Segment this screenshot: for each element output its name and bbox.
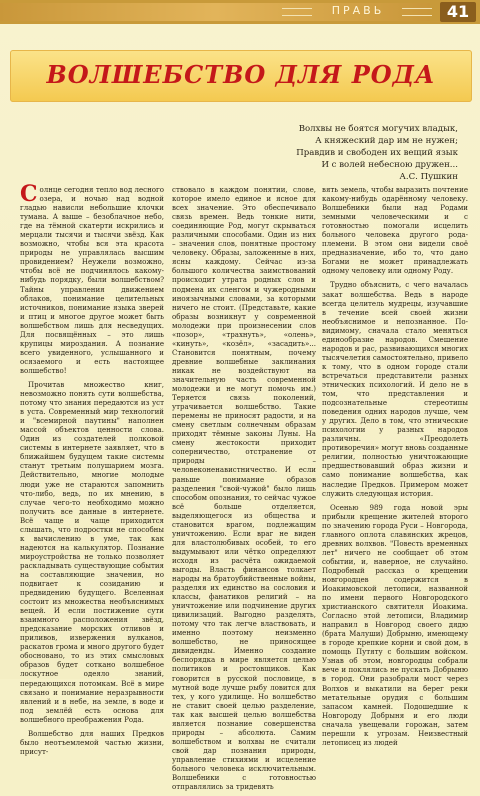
paragraph: Осенью 989 года новой эры прибыли крещение жителей второго по значению города Руси – Новгорода, главного оплота славянских жрецов, древних волхвов. "Повесть временных лет" ничего не сообщает об этом событии, и, наверное, не случайно. Подробный рассказ о крещении новгородцев содержится в Иоакимовской летописи, названной по имени первого Новгородского христианского святителя Иоакима. Согласно этой летописи, Владимир направил в Новгород своего дядю (брата Малуши) Добрыню, имеющему в городе крепкие корни и свой дом, в помощь Путяту с большим войском. Узнав об этом, новгородцы собрали вече и поклялись не пускать Добрыню в город. Они разобрали мост через Волхов и выкатили на берег реки метательные орудия с большим запасом камней. Подошедшие к Новгороду Добрыня и его люди сначала увещевали горожан, затем перешли к угрозам. Неизвестный летописец из людей [322,502,468,747]
page-number: 41 [440,2,476,22]
paragraph [20,181,164,375]
paragraph: ствовало в каждом понятии, слове, которое имело единое и ясное для всех значение. Это обеспечивало связь времен. Ведь тонкие нити, соединяющие Род, могут скрываться различными способами. Один из них – значения слов, понятные простому человеку. Образы, заложенные в них, ясны каждому. Сейчас из-за большого количества заимствований происходит утрата родных слов и подмена их сленгом и чужеродными иноязычными словами, за которыми ничего не стоит. (Представьте, какие образы возникнут у современной молодежи при произнесении слов «позор», «трахнуть», «олень», «кинуть», «козёл», «засадить»... Становится понятным, почему древние волшебные заклинания никак не воздействуют на значительную часть современной молодежи и не могут помочь им.) Теряется связь поколений, утрачивается волшебство. Такие перемены не приносят радости, и на смену светлым солнечным образам приходят тёмные законы Луны. На смену жестокости приходит соперничество, отстранение от природы – человеконенавистничество. И если раньше понимание образов разделения "свой-чужой" было лишь способом опознания, то сейчас чужое всё больше отделяется, выделяющегося из общества и становится врагом, подлежащим уничтожению. Если враг не виден для властолюбивых особей, то его выдумывают или чётко определяют исходя из расчёта ожидаемой выгоды. Власть финансов толкает народы на братоубийственные войны, разделяя их единство на сословия и классы, фанатиков религий – на уничтожение или подчинение других цивилизаций. Выгодно разделять, потому что так легче властвовать, и именно поэтому неизменно волшебство, не приносящее дивиденды. Именно создание беспорядка в мире является целью политиков и ростовщиков. Как говорится в русской пословице, в мутной воде лучше рыбу ловится для тех, у кого удилище. Но волшебство не ставит своей целью разделение, так как высшей целью волшебства является познание совершенства природы – абсолюта. Самим волшебством и волхвы не считали свой дар познания природы, управление стихиями и исцеление больного человека исключительным. Волшебники с готовностью отправлялись за тридевять [172,185,316,792]
title-banner [10,50,472,102]
epigraph-line: И с волей небесною дружен... [321,160,458,170]
article-title: ВОЛШЕБСТВО ДЛЯ РОДА [46,60,436,89]
paragraph: Трудно объяснить, с чего началась закат волшебства. Ведь в народе всегда целитель мудрецы, изучавшие в течение всей своей жизни необъяснимое и непознанное. По-видимому, сначала стало меняться единообразие народов. Смешение народов и рас, развивающихся многих тысячелетия самостоятельно, привело к тому, что в одном городе стали встречаться представители разных этнических психологий. И дело не в том, что представления и подсознательные стереотипы поведения одних народов лучше, чем у других. Дело в том, что этнические психологии у разных народов различны. «Преодолеть противоречия» могут вновь созданные религии, полностью уничтожающие предшествовавший образ жизни и само понимание волшебства, как наследие Предков. Примером может служить следующая история. [322,280,468,498]
paragraph: вять земель, чтобы выразить почтение какому-нибудь одарённому человеку. Волшебники были над Родами земными человеческими и с готовностью помогали исцелить больного человека другого рода-племени. В этом они видели своё предназначение, ибо то, что дано Богами не может принадлежать одному человеку или одному Роду. [322,185,468,276]
section-title: ПРАВЬ [331,4,385,17]
paragraph: Прочитав множество книг, невозможно понять сути волшебства, потому что знания передаются из уст в уста. Современный мир технологий и "всемирной паутины" наполнен массой объектов ценности слова. Один из создателей полковой системы в интернете заявляет, что в ближайшем будущем такие системы станут третьим полушарием мозга. Действительно, многие молодые люди уже не стараются запомнить что-либо, ведь, по их мнению, в случае чего-то необходимо можно получить все данные в интернете. Всё чаще и чаще приходится слышать, что подростки не способны к вычислению в уме, так как надеются на калькулятор. Познание мироустройства не только позволяет раскладывать существующие события на составляющие значения, но подвигает к созиданию и предвидению будущего. Вселенная состоит из множества необъяснимых вещей. И если постижение сути взаимного расположения звёзд, предсказание морских отливов и приливов, извержения вулканов, раскатов грома и много другого будет обосновано, то из этих смысловых образов будет сотканo волшебное лоскутное одеяло знаний, передающихся потомкам. Всё в мире связано и понимание неразрывности явлений и в небе, на земле, в воде и под землёй есть основа для волшебного преображения Рода. [20,379,164,724]
paragraph-text: олнце сегодня тепло вод лесного озера, и ночью над водной гладью нависли небольшие клочки тумана. А выше – безоблачное небо, где на тёмной скатерти искрились и мерцали тысячи и тысячи звёзд. Как возможно, чтобы вся эта красота природы не управлялась высшим провидением? Неужели возможно, чтобы всё не подчинялось какому-нибудь порядку, были волшебством? Тайны управления движением облаков, понимание целительных источников, понимание языка зверей и птиц и многое другое может быть волшебством лишь для несведущих. Для посвящённых – это лишь крупицы мироздания. А познание всего увиденного, услышанного и осязаемого и есть настоящее волшебство! [20,185,164,375]
header-bar [0,0,480,24]
epigraph-line: А княжеский дар им не нужен; [315,136,458,146]
epigraph [198,123,458,183]
epigraph-line: Волхвы не боятся могучих владык, [298,124,458,134]
header-ornament-right [402,8,432,16]
drop-cap: С [20,181,38,207]
epigraph-author: А.С. Пушкин [399,172,458,182]
article-column-2 [172,185,316,796]
epigraph-line: Правдив и свободен их вещий язык [296,148,458,158]
article-column-1 [20,181,164,761]
article-column-3 [322,185,468,752]
paragraph: Волшебство для наших Предков было неотъемлемой частью жизни, присут- [20,728,164,756]
header-ornament-left [282,8,312,16]
